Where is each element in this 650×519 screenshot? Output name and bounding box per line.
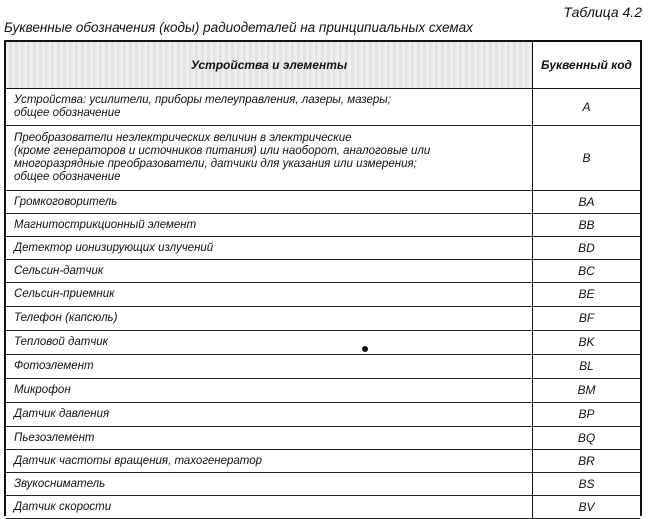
table-row xyxy=(6,307,640,331)
table-row xyxy=(6,355,640,379)
row-description: Сельсин-датчик xyxy=(14,264,104,277)
header-devices: Устройства и элементы xyxy=(6,42,533,88)
row-description: Микрофон xyxy=(14,384,71,396)
row-code: BB xyxy=(578,217,595,232)
row-description: Сельсин-приемник xyxy=(14,288,115,300)
table-row xyxy=(6,126,640,191)
row-description: Громкоговоритель xyxy=(14,195,118,208)
table-row xyxy=(6,473,640,496)
row-code: BD xyxy=(578,240,595,255)
table-number: Таблица 4.2 xyxy=(563,4,642,20)
row-code: B xyxy=(582,150,591,165)
row-description: Звукосниматель xyxy=(14,477,106,490)
row-code: BQ xyxy=(577,430,596,445)
row-code: BV xyxy=(578,499,595,514)
row-code: BS xyxy=(578,476,595,491)
row-description: Датчик частоты вращения, тахогенератор xyxy=(14,454,263,467)
table-row xyxy=(6,214,640,237)
table-row xyxy=(6,379,640,403)
codes-table xyxy=(4,40,642,516)
row-description: Тепловой датчик xyxy=(14,336,109,348)
row-code: BF xyxy=(578,311,595,325)
table-row xyxy=(6,331,640,355)
table-row xyxy=(6,450,640,473)
table-row xyxy=(6,237,640,260)
table-row xyxy=(6,191,640,214)
table-row xyxy=(6,260,640,283)
row-code: BL xyxy=(579,359,594,373)
row-description: Устройства: усилители, приборы телеуправления, лазеры, мазеры; общее обозначение xyxy=(14,94,391,119)
row-description: Магнитострикционный элемент xyxy=(14,218,197,231)
table-row xyxy=(6,403,640,427)
ink-dot xyxy=(362,346,368,352)
row-description: Детектор ионизирующих излучений xyxy=(14,241,214,254)
row-code: BM xyxy=(577,383,596,397)
row-description: Телефон (капсюль) xyxy=(14,312,118,324)
table-row xyxy=(6,89,640,126)
row-description: Пьезоэлемент xyxy=(14,431,95,444)
row-code: BK xyxy=(578,335,595,349)
row-description: Преобразователи неэлектрических величин в электрические (кроме генераторов и источников питания) или наоборот, аналоговые или многоразрядные преобразователи, датчики для указания или измерения; общее обозначение xyxy=(14,132,431,183)
row-code: A xyxy=(582,99,591,114)
table-row xyxy=(6,427,640,450)
header-code: Буквенный код xyxy=(533,42,640,88)
row-code: BE xyxy=(578,287,595,301)
row-code: BA xyxy=(578,194,595,209)
row-description: Фотоэлемент xyxy=(14,360,94,372)
table-caption: Буквенные обозначения (коды) радиодеталей на принципиальных схемах xyxy=(4,20,473,35)
table-header xyxy=(6,42,640,89)
row-code: BR xyxy=(578,453,595,468)
row-description: Датчик скорости xyxy=(14,500,112,513)
row-description: Датчик давления xyxy=(14,408,110,420)
table-row xyxy=(6,283,640,307)
row-code: BC xyxy=(578,263,595,278)
row-code: BP xyxy=(578,407,595,421)
